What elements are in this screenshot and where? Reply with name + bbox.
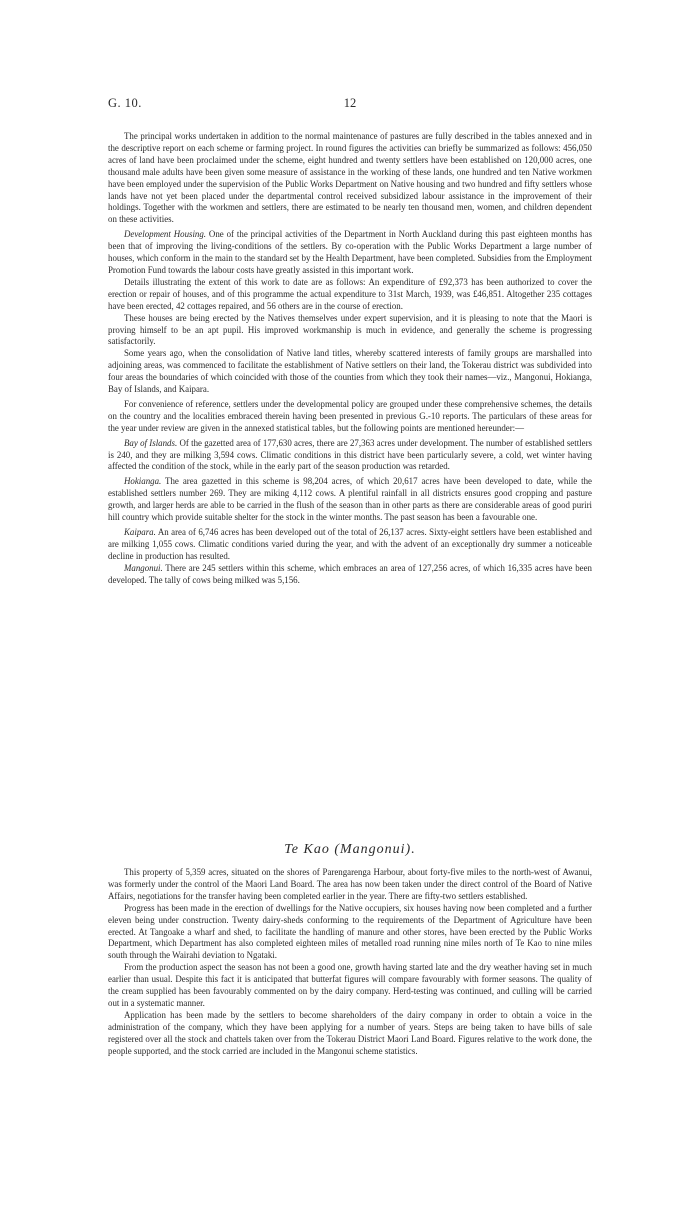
paragraph-kaipara: [108, 527, 592, 563]
paragraph-text: For convenience of reference, settlers under the developmental policy are grouped under these comprehensive schemes, the details on the country and the localities embraced therein having been presented in previous G.-10 reports. The particulars of these areas for the year under review are given in the annexed statistical tables, but the following points are mentioned hereunder:—: [108, 398, 592, 433]
paragraph-principal-works: [108, 131, 592, 226]
paragraph-bay-of-islands: [108, 438, 592, 474]
paragraph-te-kao-production: [108, 962, 592, 1010]
paragraph-convenience: [108, 399, 592, 435]
paragraph-text: The principal works undertaken in addition to the normal maintenance of pastures are fully described in the tables annexed and in the descriptive report on each scheme or farming project. In round figures the activities can briefly be summarized as follows: 456,050 acres of land have been proclaimed under the scheme, eight hundred and twenty settlers have been established on 120,000 acres, one thousand male adults have been given some measure of assistance in the working of these lands, one hundred and ten Native workmen have been employed under the supervision of the Public Works Department on Native housing and two hundred and fifty settlers whose lands have not yet been placed under the departmental control received subsidized labour assistance in the improvement of their holdings. Together with the workmen and settlers, there are estimated to be nearly ten thousand men, women, and children dependent on these activities.: [108, 131, 592, 225]
paragraph-consolidation: [108, 348, 592, 396]
te-kao-section-body: [108, 867, 592, 1058]
paragraph-mangonui: [108, 563, 592, 587]
paragraph-text: Application has been made by the settlers to become shareholders of the dairy company in order to obtain a voice in the administration of the company, which they have been applying for a number of years. Steps are being taken to have bills of sale registered over all the stock and chattels taken over from the Tokerau District Maori Land Board. Figures relative to the work done, the people supported, and the stock carried are included in the Mangonui scheme statistics.: [108, 1009, 592, 1056]
paragraph-lead: Development Housing.: [124, 229, 207, 240]
paragraph-text: These houses are being erected by the Natives themselves under expert supervision, and it is pleasing to note that the Maori is proving himself to be an apt pupil. His improved workmanship is much in evidence, and generally the scheme is progressing satisfactorily.: [108, 312, 592, 347]
paragraph-development-housing: [108, 229, 592, 277]
paragraph-text: The area gazetted in this scheme is 98,204 acres, of which 20,617 acres have been developed to date, while the established settlers number 269. They are miking 4,112 cows. A plentiful rainfall in all districts ensures good cropping and pasture growth, and larger herds are able to be carried in the flush of the season than in other parts as there are considerable areas of good puriri hill country which provide suitable shelter for the stock in the winter months. The past season has been a favourable one.: [108, 476, 592, 523]
paragraph-text: Progress has been made in the erection of dwellings for the Native occupiers, six houses having now been completed and a further eleven being under construction. Twenty dairy-sheds conforming to the requirements of the Department of Agriculture have been erected. At Tangoake a wharf and shed, to facilitate the handling of manure and other stores, have been erected by the Public Works Department, which Department has also completed eighteen miles of metalled road running nine miles north of Te Kao to nine miles south through the Wairahi deviation to Ngataki.: [108, 902, 592, 961]
paragraph-lead: Hokianga.: [124, 476, 162, 487]
paragraph-text: Details illustrating the extent of this work to date are as follows: An expenditure of £92,373 has been authorized to cover the erection or repair of houses, and of this programme the actual expenditure to 31st March, 1939, was £46,851. Altogether 235 cottages have been erected, 42 cottages repaired, and 56 others are in the course of erection.: [108, 276, 592, 311]
page-header: [108, 96, 592, 112]
paragraph-hokianga: [108, 476, 592, 524]
paragraph-lead: Mangonui.: [124, 562, 163, 573]
paragraph-text: There are 245 settlers within this scheme, which embraces an area of 127,256 acres, of which 16,335 acres have been developed. The tally of cows being milked was 5,156.: [108, 562, 592, 585]
paragraph-text: An area of 6,746 acres has been developed out of the total of 26,137 acres. Sixty-eight settlers have been established and are milking 1,055 cows. Climatic conditions varied during the year, and with the advent of an exceptionally dry summer a noticeable decline in production has resulted.: [108, 527, 592, 561]
paragraph-lead: Bay of Islands.: [124, 437, 178, 448]
paragraph-text: This property of 5,359 acres, situated on the shores of Parengarenga Harbour, about forty-five miles to the north-west of Awanui, was formerly under the control of the Maori Land Board. The area has now been taken under the direct control of the Board of Native Affairs, negotiations for the transfer having been completed earlier in the year. There are fifty-two settlers established.: [108, 867, 592, 901]
paragraph-te-kao-shareholders: [108, 1010, 592, 1058]
paragraph-te-kao-property: [108, 867, 592, 903]
paragraph-text: From the production aspect the season has not been a good one, growth having started late and the dry weather having set in much earlier than usual. Despite this fact it is anticipated that butterfat figures will compare favourably with former seasons. The quality of the cream supplied has been favourably commented on by the dairy company. Herd-testing was continued, and culling will be carried out in a systematic manner.: [108, 962, 592, 1008]
paragraph-text: Of the gazetted area of 177,630 acres, there are 27,363 acres under development. The number of established settlers is 240, and they are milking 3,594 cows. Climatic conditions in this district have been particularly severe, a cold, wet winter having affected the condition of the stock, while in the early part of the season production was retarded.: [108, 437, 592, 472]
paragraph-lead: Kaipara.: [124, 527, 156, 537]
paragraph-housing-details: [108, 277, 592, 313]
report-body: [108, 131, 592, 587]
paragraph-text: Some years ago, when the consolidation of Native land titles, whereby scattered interests of family groups are marshalled into adjoining areas, was commenced to facilitate the establishment of Native settlers on their land, the Tokerau district was subdivided into four areas the boundaries of which coincided with those of the counties from which they took their names—viz., Mangonui, Hokianga, Bay of Islands, and Kaipara.: [108, 348, 592, 395]
paragraph-housing-natives: [108, 313, 592, 349]
section-title: Te Kao (Mangonui).: [284, 842, 416, 857]
paragraph-text: One of the principal activities of the Department in North Auckland during this past eighteen months has been that of improving the living-conditions of the settlers. By co-operation with the Public Works Department a large number of houses, which conform in the main to the standard set by the Health Department, have been completed. Subsidies from the Employment Promotion Fund towards the labour costs have greatly assisted in this important work.: [108, 229, 593, 275]
document-reference: G. 10.: [108, 96, 142, 110]
page-number: 12: [343, 96, 357, 110]
paragraph-te-kao-progress: [108, 903, 592, 963]
